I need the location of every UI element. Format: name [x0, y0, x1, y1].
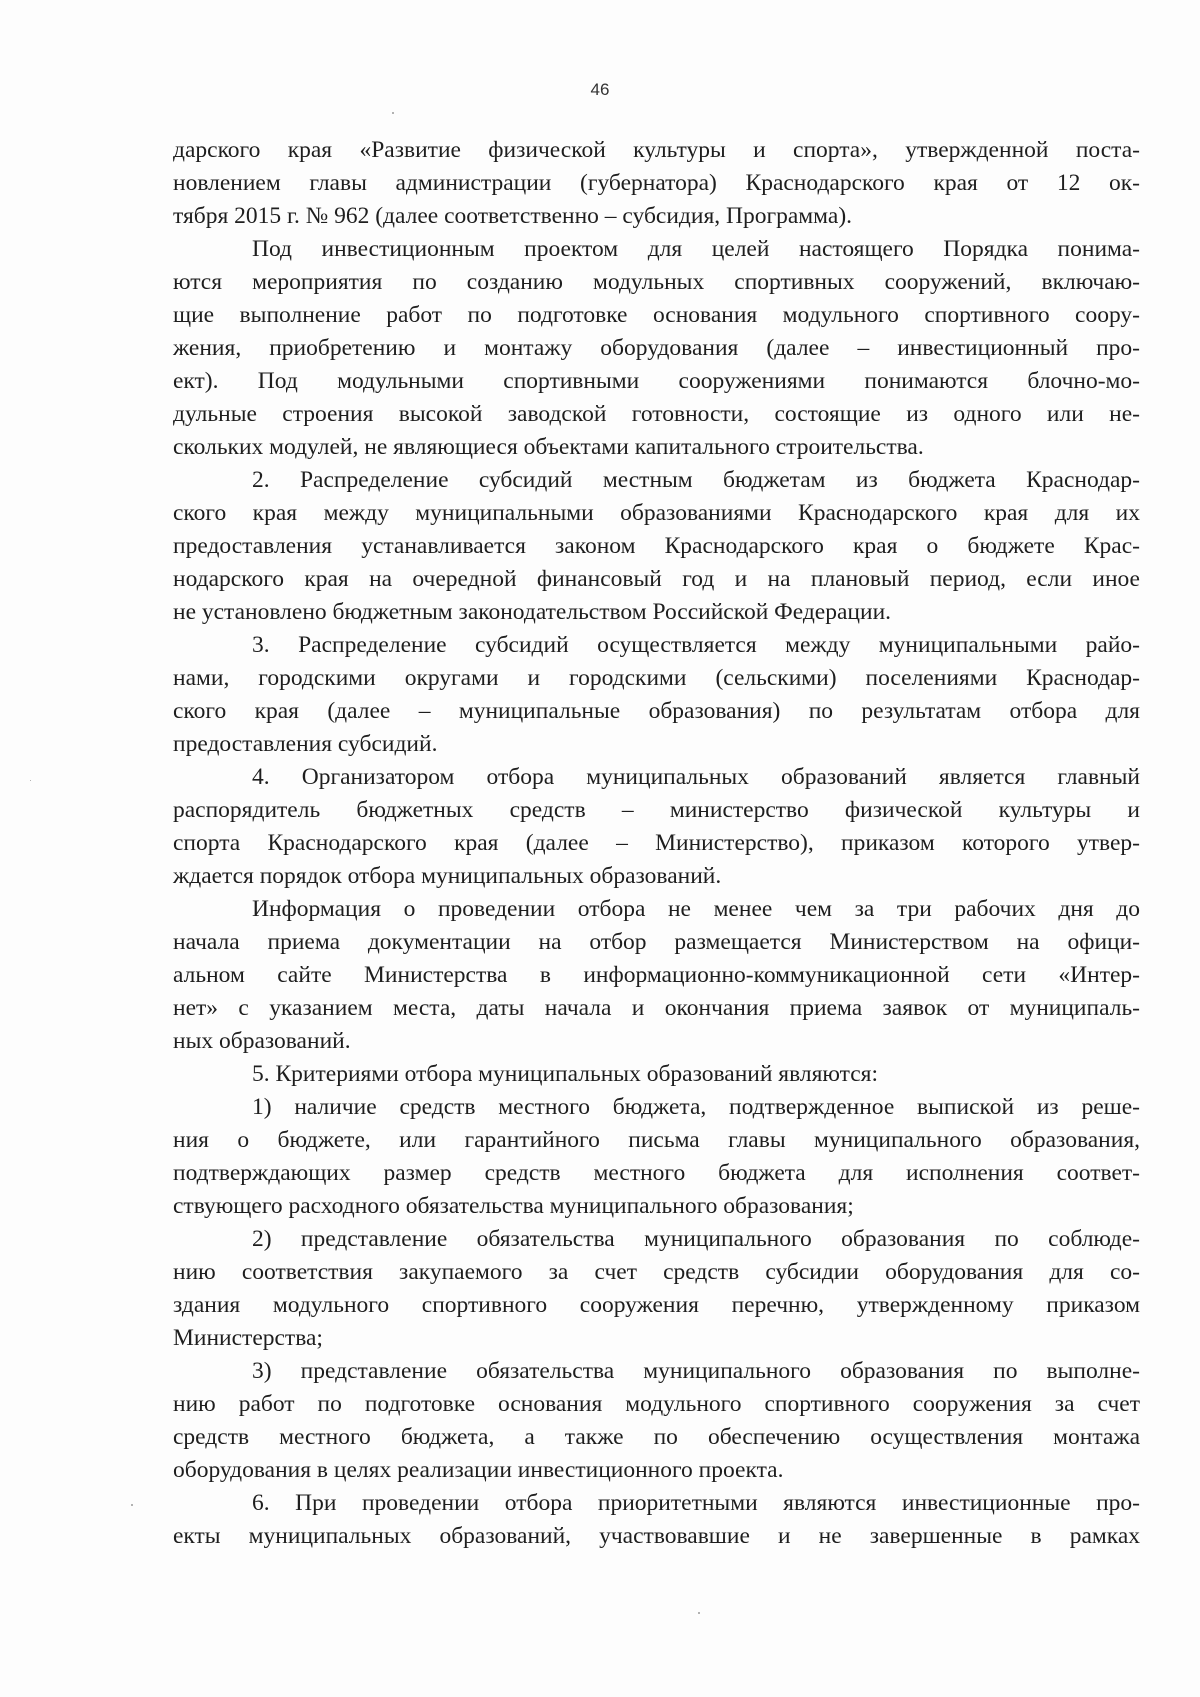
text-line: нами, городскими округами и городскими (сельскими) поселениями Краснодар- [173, 665, 1140, 691]
paragraph [173, 761, 1140, 893]
text-line: ются мероприятия по созданию модульных спортивных сооружений, включаю- [173, 269, 1140, 295]
paragraph [173, 1223, 1140, 1355]
text-line: новлением главы администрации (губернатора) Краснодарского края от 12 ок- [173, 170, 1140, 196]
text-line: 2) представление обязательства муниципального образования по соблюде- [252, 1226, 1140, 1252]
text-line: нодарского края на очередной финансовый год и на плановый период, если иное [173, 566, 1140, 592]
text-line: щие выполнение работ по подготовке основания модульного спортивного соору- [173, 302, 1140, 328]
paragraph [173, 629, 1140, 761]
text-line: спорта Краснодарского края (далее – Министерство), приказом которого утвер- [173, 830, 1140, 856]
text-line: жения, приобретению и монтажу оборудования (далее – инвестиционный про- [173, 335, 1140, 361]
text-line: начала приема документации на отбор размещается Министерством на офици- [173, 929, 1140, 955]
paragraph [173, 1058, 1140, 1091]
text-line: 5. Критериями отбора муниципальных образований являются: [252, 1061, 879, 1087]
text-line: Министерства; [173, 1325, 323, 1351]
text-line: не установлено бюджетным законодательством Российской Федерации. [173, 599, 892, 625]
paragraph [173, 1091, 1140, 1223]
text-line: скольких модулей, не являющиеся объектами капитального строительства. [173, 434, 924, 460]
document-body [173, 134, 1140, 1553]
text-line: альном сайте Министерства в информационно-коммуникационной сети «Интер- [173, 962, 1140, 988]
paragraph [173, 233, 1140, 464]
text-line: нет» с указанием места, даты начала и окончания приема заявок от муниципаль- [173, 995, 1140, 1021]
text-line: ект). Под модульными спортивными сооружениями понимаются блочно-мо- [173, 368, 1140, 394]
text-line: нию соответствия закупаемого за счет средств субсидии оборудования для со- [173, 1259, 1140, 1285]
text-line: подтверждающих размер средств местного бюджета для исполнения соответ- [173, 1160, 1140, 1186]
text-line: 3. Распределение субсидий осуществляется между муниципальными райо- [252, 632, 1140, 658]
paragraph [173, 134, 1140, 233]
text-line: здания модульного спортивного сооружения перечню, утвержденному приказом [173, 1292, 1140, 1318]
text-line: 4. Организатором отбора муниципальных образований является главный [252, 764, 1140, 790]
paragraph [173, 464, 1140, 629]
text-line: 3) представление обязательства муниципального образования по выполне- [252, 1358, 1140, 1384]
scan-speck [392, 112, 394, 114]
text-line: ждается порядок отбора муниципальных образований. [173, 863, 722, 889]
text-line: 2. Распределение субсидий местным бюджетам из бюджета Краснодар- [252, 467, 1140, 493]
text-line: 1) наличие средств местного бюджета, подтвержденное выпиской из реше- [252, 1094, 1140, 1120]
paragraph [173, 893, 1140, 1058]
paragraph [173, 1355, 1140, 1487]
text-line: ствующего расходного обязательства муниципального образования; [173, 1193, 854, 1219]
text-line: ского края между муниципальными образованиями Краснодарского края для их [173, 500, 1140, 526]
page-number: 46 [590, 80, 610, 99]
text-line: Информация о проведении отбора не менее чем за три рабочих дня до [252, 896, 1140, 922]
text-line: ния о бюджете, или гарантийного письма главы муниципального образования, [173, 1127, 1140, 1153]
paragraph [173, 1487, 1140, 1553]
text-line: средств местного бюджета, а также по обеспечению осуществления монтажа [173, 1424, 1140, 1450]
text-line: ского края (далее – муниципальные образования) по результатам отбора для [173, 698, 1140, 724]
text-line: оборудования в целях реализации инвестиционного проекта. [173, 1457, 784, 1483]
text-line: 6. При проведении отбора приоритетными являются инвестиционные про- [252, 1490, 1140, 1516]
text-line: тября 2015 г. № 962 (далее соответственно – субсидия, Программа). [173, 203, 853, 229]
text-line: предоставления устанавливается законом Краснодарского края о бюджете Крас- [173, 533, 1140, 559]
scan-speck [30, 780, 31, 781]
scan-speck [131, 1504, 133, 1506]
text-line: ных образований. [173, 1028, 351, 1054]
text-line: распорядитель бюджетных средств – министерство физической культуры и [173, 797, 1140, 823]
scan-speck [698, 1612, 700, 1614]
text-line: нию работ по подготовке основания модульного спортивного сооружения за счет [173, 1391, 1140, 1417]
text-line: дарского края «Развитие физической культуры и спорта», утвержденной поста- [173, 137, 1140, 163]
text-line: дульные строения высокой заводской готовности, состоящие из одного или не- [173, 401, 1140, 427]
text-line: предоставления субсидий. [173, 731, 438, 757]
text-line: екты муниципальных образований, участвовавшие и не завершенные в рамках [173, 1523, 1140, 1549]
text-line: Под инвестиционным проектом для целей настоящего Порядка понима- [252, 236, 1140, 262]
